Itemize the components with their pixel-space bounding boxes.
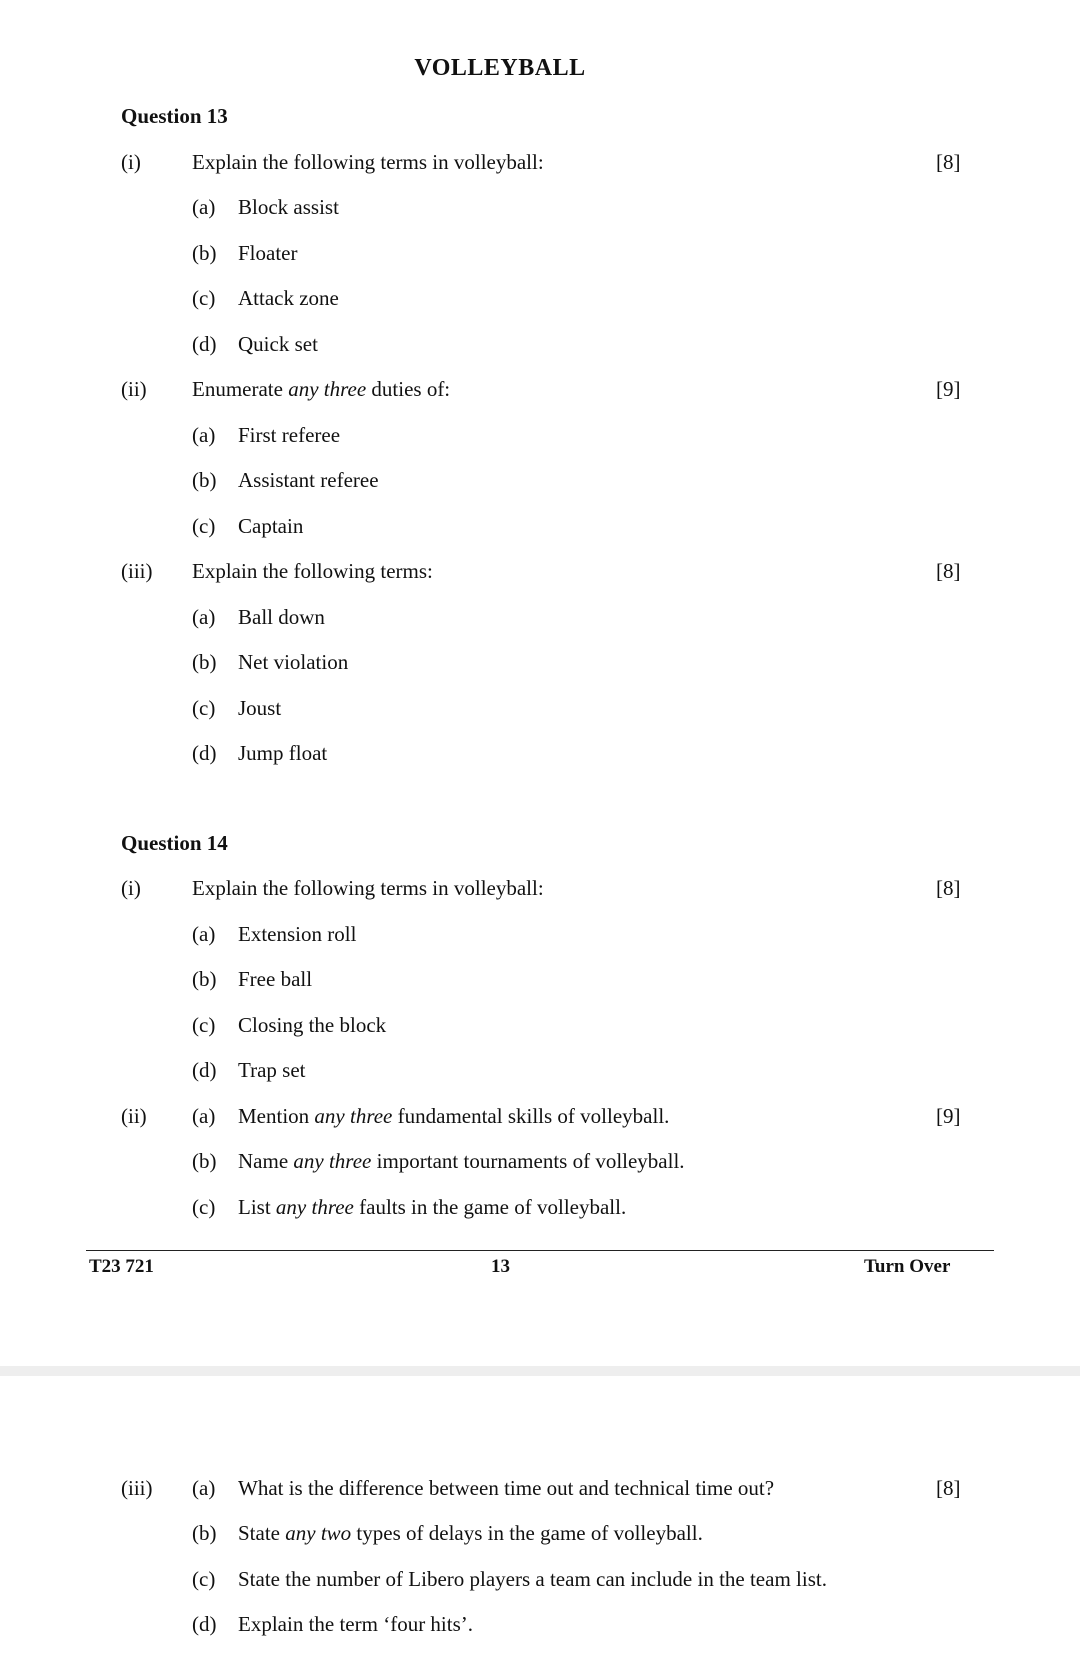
list-item xyxy=(0,1567,1080,1597)
part-number: (ii) xyxy=(121,377,147,401)
item-text: Jump float xyxy=(238,741,328,765)
item-label: (b) xyxy=(192,468,217,492)
exam-page-14 xyxy=(0,1376,1080,1672)
item-text: Extension roll xyxy=(238,922,357,946)
part-number: (iii) xyxy=(121,1476,153,1500)
list-item xyxy=(0,332,1080,362)
item-label: (a) xyxy=(192,1476,216,1500)
item-text: Joust xyxy=(238,696,282,720)
list-item xyxy=(0,922,1080,952)
part-number: (ii) xyxy=(121,1104,147,1128)
item-text: Trap set xyxy=(238,1058,306,1082)
part-number: (i) xyxy=(121,150,141,174)
item-label: (c) xyxy=(192,1013,216,1037)
list-item xyxy=(0,468,1080,498)
item-label: (a) xyxy=(192,605,216,629)
item-label: (c) xyxy=(192,1567,216,1591)
page-separator xyxy=(0,1366,1080,1376)
item-label: (c) xyxy=(192,696,216,720)
q13-part-iii xyxy=(0,559,1080,589)
item-label: (b) xyxy=(192,1521,217,1545)
q14-part-ii xyxy=(0,1104,1080,1134)
item-label: (c) xyxy=(192,286,216,310)
item-text: Mention any three fundamental skills of volleyball. xyxy=(238,1104,670,1128)
list-item xyxy=(0,1612,1080,1642)
item-text: Free ball xyxy=(238,967,313,991)
page-number: 13 xyxy=(491,1256,510,1277)
item-text: What is the difference between time out and technical time out? xyxy=(238,1476,775,1500)
item-label: (a) xyxy=(192,195,216,219)
part-text: Explain the following terms in volleyball: xyxy=(192,876,544,900)
item-label: (d) xyxy=(192,1612,217,1636)
part-text: Explain the following terms: xyxy=(192,559,433,583)
item-label: (c) xyxy=(192,1195,216,1219)
item-label: (b) xyxy=(192,967,217,991)
list-item xyxy=(0,514,1080,544)
item-text: Name any three important tournaments of volleyball. xyxy=(238,1149,685,1173)
paper-code: T23 721 xyxy=(89,1256,154,1277)
part-text: Enumerate any three duties of: xyxy=(192,377,451,401)
part-number: (iii) xyxy=(121,559,153,583)
footer-rule xyxy=(86,1250,994,1251)
item-text: State the number of Libero players a team can include in the team list. xyxy=(238,1567,827,1591)
question-14-heading: Question 14 xyxy=(121,831,228,855)
item-label: (d) xyxy=(192,741,217,765)
part-number: (i) xyxy=(121,876,141,900)
item-label: (b) xyxy=(192,241,217,265)
list-item xyxy=(0,696,1080,726)
item-text: Assistant referee xyxy=(238,468,379,492)
list-item xyxy=(0,1521,1080,1551)
item-text: Net violation xyxy=(238,650,349,674)
q13-part-ii xyxy=(0,377,1080,407)
marks: [9] xyxy=(936,377,961,401)
marks: [8] xyxy=(936,876,961,900)
list-item xyxy=(0,241,1080,271)
marks: [8] xyxy=(936,1476,961,1500)
item-text: Ball down xyxy=(238,605,325,629)
item-text: Explain the term ‘four hits’. xyxy=(238,1612,474,1636)
item-text: Quick set xyxy=(238,332,318,356)
list-item xyxy=(0,286,1080,316)
item-label: (a) xyxy=(192,423,216,447)
q14-part-i xyxy=(0,876,1080,906)
marks: [8] xyxy=(936,559,961,583)
item-text: Floater xyxy=(238,241,298,265)
list-item xyxy=(0,741,1080,771)
item-label: (d) xyxy=(192,332,217,356)
list-item xyxy=(0,423,1080,453)
list-item xyxy=(0,1058,1080,1088)
item-text: State any two types of delays in the game of volleyball. xyxy=(238,1521,703,1545)
item-label: (a) xyxy=(192,1104,216,1128)
list-item xyxy=(0,967,1080,997)
item-text: Attack zone xyxy=(238,286,339,310)
item-label: (b) xyxy=(192,650,217,674)
page-title: VOLLEYBALL xyxy=(414,55,586,81)
item-text: Closing the block xyxy=(238,1013,387,1037)
marks: [8] xyxy=(936,150,961,174)
turn-over-label: Turn Over xyxy=(864,1256,951,1277)
item-text: List any three faults in the game of volleyball. xyxy=(238,1195,627,1219)
marks: [9] xyxy=(936,1104,961,1128)
q14-part-iii xyxy=(0,1476,1080,1506)
item-label: (b) xyxy=(192,1149,217,1173)
list-item xyxy=(0,195,1080,225)
item-label: (c) xyxy=(192,514,216,538)
item-label: (d) xyxy=(192,1058,217,1082)
question-13-heading: Question 13 xyxy=(121,104,228,128)
part-text: Explain the following terms in volleyball: xyxy=(192,150,544,174)
list-item xyxy=(0,1013,1080,1043)
item-text: Captain xyxy=(238,514,304,538)
item-text: First referee xyxy=(238,423,341,447)
list-item xyxy=(0,1195,1080,1225)
item-text: Block assist xyxy=(238,195,339,219)
q13-part-i xyxy=(0,150,1080,180)
list-item xyxy=(0,650,1080,680)
list-item xyxy=(0,605,1080,635)
item-label: (a) xyxy=(192,922,216,946)
list-item xyxy=(0,1149,1080,1179)
